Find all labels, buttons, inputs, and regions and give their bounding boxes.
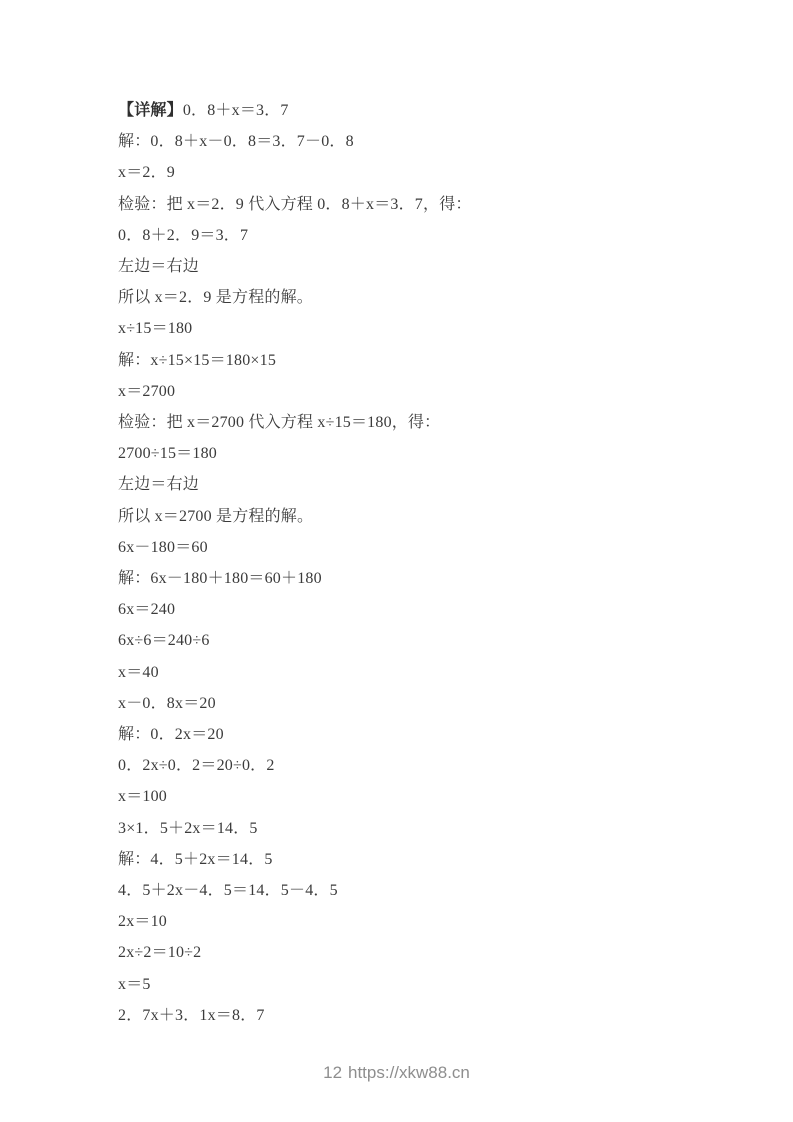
solution-line: 解：6x－180＋180＝60＋180: [118, 570, 322, 588]
page-number: 12: [323, 1063, 343, 1082]
solution-line: x＝2700: [118, 382, 176, 400]
solution-line: 0．8＋2．9＝3．7: [118, 226, 249, 244]
solution-line: 解：x÷15×15＝180×15: [118, 351, 277, 369]
solution-line: 解：4．5＋2x＝14．5: [118, 850, 273, 868]
page-footer: [0, 1063, 793, 1083]
solution-line: x÷15＝180: [118, 320, 193, 338]
solution-line: 所以 x＝2．9 是方程的解。: [118, 289, 314, 307]
solution-line: x＝100: [118, 788, 168, 806]
solution-line: 2700÷15＝180: [118, 445, 217, 463]
solution-line: 解：0．2x＝20: [118, 726, 224, 744]
solution-line: 所以 x＝2700 是方程的解。: [118, 507, 314, 525]
solution-line: 2．7x＋3．1x＝8．7: [118, 1006, 265, 1024]
solution-line: 6x＝240: [118, 601, 176, 619]
solution-line: 检验：把 x＝2700 代入方程 x÷15＝180，得：: [118, 414, 441, 432]
solution-line: 6x－180＝60: [118, 538, 208, 556]
solution-line: 6x÷6＝240÷6: [118, 632, 210, 650]
footer-url: https://xkw88.cn: [347, 1063, 470, 1082]
solution-line: 检验：把 x＝2．9 代入方程 0．8＋x＝3．7，得：: [118, 195, 472, 213]
solution-line: 左边＝右边: [118, 258, 200, 276]
answer-detail-section: [118, 95, 733, 1031]
solution-line: 2x÷2＝10÷2: [118, 944, 202, 962]
solution-line: 4．5＋2x－4．5＝14．5－4．5: [118, 882, 338, 900]
solution-line: x＝5: [118, 975, 151, 993]
solution-line: x＝2．9: [118, 164, 176, 182]
detail-label: 【详解】: [118, 102, 183, 119]
equation-text: 0．8＋x＝3．7: [182, 102, 289, 119]
solution-line: x－0．8x＝20: [118, 694, 216, 712]
solution-line: 解：0．8＋x－0．8＝3．7－0．8: [118, 133, 354, 151]
solution-line: 3×1．5＋2x＝14．5: [118, 819, 258, 837]
solution-line: 左边＝右边: [118, 476, 200, 494]
solution-line: 2x＝10: [118, 913, 168, 931]
solution-line: 0．2x÷0．2＝20÷0．2: [118, 757, 275, 775]
solution-line: [118, 95, 733, 126]
solution-line: x＝40: [118, 663, 159, 681]
